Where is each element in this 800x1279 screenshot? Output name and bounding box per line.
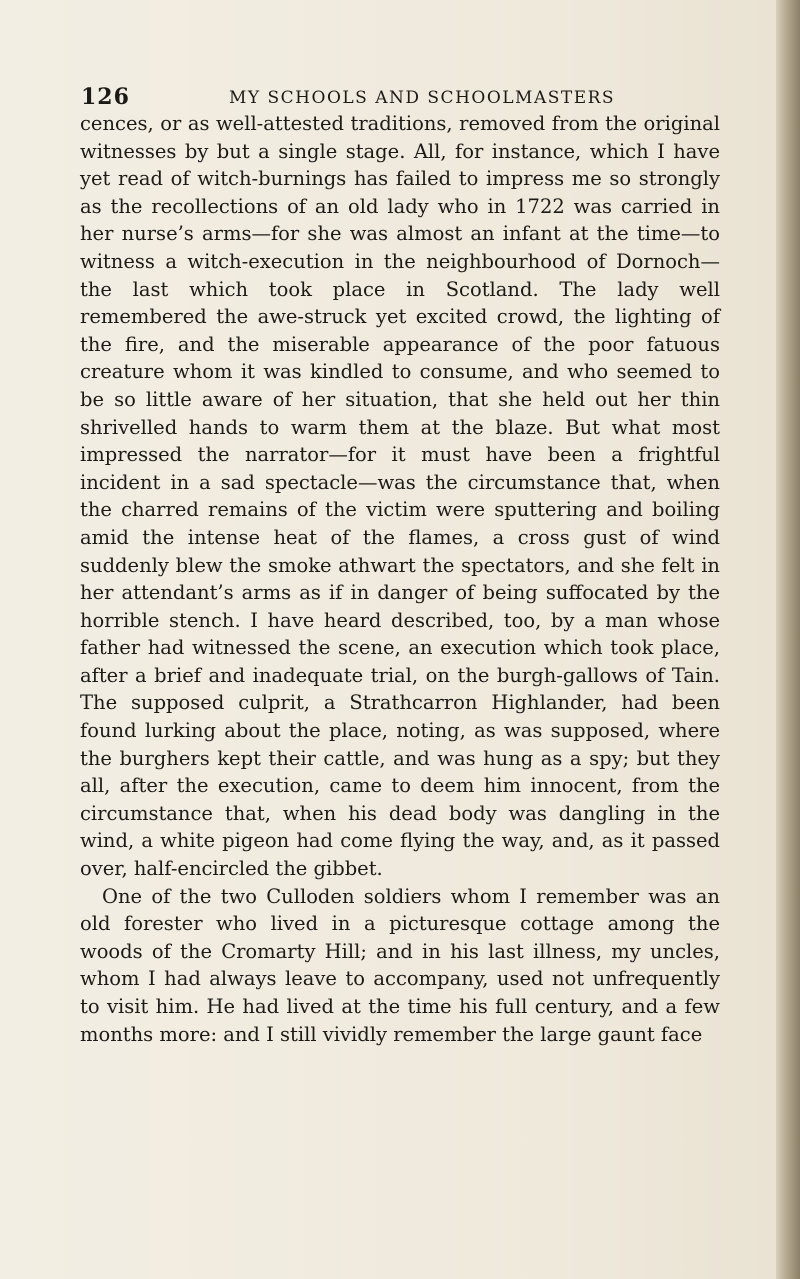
paragraph-2: One of the two Culloden soldiers whom I remember was an old forester who lived in a picturesque cottage among the woods of the Cromarty Hill; and in his last illness, my uncles, whom I had always leave to accompany, used not unfrequently to visit him. He had lived at the time his full century, and a few months more: and I still vividly remember the large gaunt face: [80, 884, 720, 1046]
page-number: 126: [81, 84, 130, 110]
page-header: [81, 84, 721, 112]
paragraph-1: cences, or as well-attested traditions, removed from the original witnesses by but a single stage. All, for instance, which I have yet read of witch-burnings has failed to impress me so strongly as the recollections of an old lady who in 1722 was carried in her nurse’s arms—for she was almost an infant at the time—to witness a witch-execution in the neighbourhood of Dornoch—the last which took place in Scotland. The lady well remembered the awe-struck yet excited crowd, the lighting of the fire, and the miserable appearance of the poor fatuous creature whom it was kindled to consume, and who seemed to be so little aware of her situation, that she held out her thin shrivelled hands to warm them at the blaze. But what most impressed the narrator—for it must have been a frightful incident in a sad spectacle—was the circumstance that, when the charred remains of the victim were sputtering and boiling amid the intense heat of the flames, a cross gust of wind suddenly blew the smoke athwart the spectators, and she felt in her attendant’s arms as if in danger of being suffocated by the horrible stench. I have heard described, too, by a man whose father had witnessed the scene, an execution which took place, after a brief and inadequate trial, on the burgh-gallows of Tain. The supposed culprit, a Strathcarron Highlander, had been found lurking about the place, noting, as was supposed, where the burghers kept their cattle, and was hung as a spy; but they all, after the execution, came to deem him innocent, from the circumstance that, when his dead body was dangling in the wind, a white pigeon had come flying the way, and, as it passed over, half-encircled the gibbet.: [80, 112, 720, 881]
body-text: [80, 110, 720, 1048]
book-binding-edge: [776, 0, 800, 1279]
running-title: MY SCHOOLS AND SCHOOLMASTERS: [229, 88, 616, 108]
